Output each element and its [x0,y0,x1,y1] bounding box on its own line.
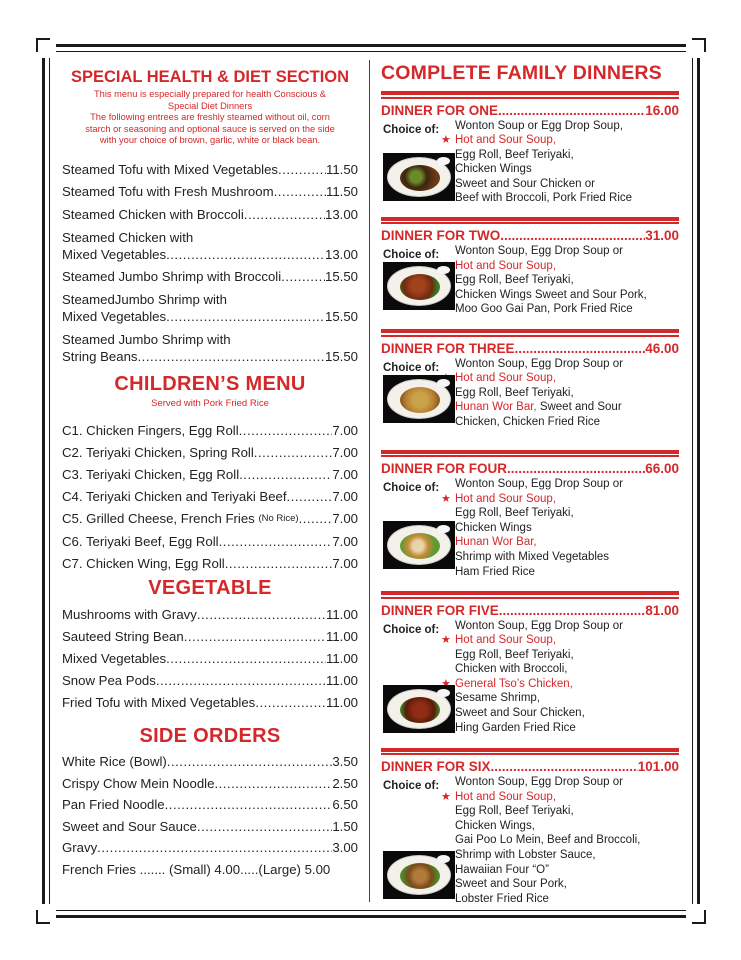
dinner-name: DINNER FOR THREE [381,340,515,356]
dinner-price: 31.00 [645,228,679,243]
dish-photo [383,685,455,733]
menu-item: C2. Teriyaki Chicken, Spring Roll ..... 7.00 [62,444,358,461]
menu-item: Mushrooms with Gravy ..... 11.00 [62,606,358,623]
choice-label: Choice of: [383,482,440,494]
corner-ornament [686,904,706,924]
star-icon: ★ [441,134,451,147]
menu-item: C1. Chicken Fingers, Egg Roll ..... 7.00 [62,422,358,439]
menu-item: Sweet and Sour Sauce ..... 1.50 [62,818,358,835]
menu-item: Steamed Jumbo Shrimp with Broccoli ..... 15.50 [62,268,358,285]
health-section-description: This menu is especially prepared for health Conscious & Special Diet Dinners The following entrees are freshly steamed without oil, corn starch or seasoning and optional sauce is served on the side with your choice of brown, garlic, white or black bean. [85,89,335,145]
choice-label: Choice of: [383,361,440,374]
menu-item: Steamed Chicken with Mixed Vegetables ..... 13.00 [62,229,358,263]
children-menu-subtitle: Served with Pork Fried Rice [151,397,269,409]
no-rice-note: (No Rice) [258,513,299,525]
dinner-price: 66.00 [645,461,679,476]
choice-label: Choice of: [383,123,440,136]
choice-label: Choice of: [383,249,440,261]
menu-item: French Fries ....... (Small) 4.00 ..... (Large) 5.00 [62,861,331,877]
vegetable-list [62,606,358,711]
star-icon: ★ [441,492,451,505]
left-column [62,64,358,883]
dinner-name: DINNER FOR SIX [381,759,491,774]
menu-item: Gravy ..... 3.00 [62,839,358,856]
side-orders-list [62,753,358,878]
dish-photo [383,262,455,310]
dinner-for-three: DINNER FOR THREE ..... 46.00 Choice of: Wonton Soup, Egg Drop Soup or Hot and Sour Soup, Egg Roll, Beef Teriyaki, Hunan Wor Bar, Sweet and Sour Chicken, Chicken Fried Rice [381,341,679,445]
dinner-name: DINNER FOR TWO [381,228,501,243]
corner-ornament [36,38,56,58]
menu-item: Sauteed String Bean ..... 11.00 [62,628,358,645]
dish-photo [383,375,455,423]
menu-item: Steamed Jumbo Shrimp with String Beans ..... 15.50 [62,331,358,365]
family-dinners-title: COMPLETE FAMILY DINNERS [381,62,662,84]
choice-label: Choice of: [383,780,440,792]
children-menu-list [62,422,358,572]
dinner-for-five: DINNER FOR FIVE ..... 81.00 Choice of: Wonton Soup, Egg Drop Soup or ★ Hot and Sour Soup, Egg Roll, Beef Teriyaki, Chicken with Broccoli, General Tso’s Chicken, Sesame Shrimp, Sweet and Sour Chicken, Hing Garden Fried Rice [381,603,679,743]
menu-item: White Rice (Bowl) ..... 3.50 [62,753,358,770]
menu-item: Pan Fried Noodle ..... 6.50 [62,796,358,813]
choice-label: Choice of: [383,623,440,636]
dish-photo [383,521,455,569]
health-menu-list [62,161,358,365]
corner-ornament [686,38,706,58]
menu-item: C5. Grilled Cheese, French Fries (No Rice) ..... 7.00 [62,510,358,527]
dinner-price: 101.00 [637,759,679,774]
vegetable-title: VEGETABLE [148,576,272,599]
menu-item: C4. Teriyaki Chicken and Teriyaki Beef ..... 7.00 [62,488,358,505]
right-column [381,62,679,909]
health-section-title: SPECIAL HEALTH & DIET SECTION [70,68,350,86]
dinner-name: DINNER FOR FIVE [381,602,499,618]
corner-ornament [36,904,56,924]
menu-item: Snow Pea Pods ..... 11.00 [62,672,358,689]
side-orders-title: SIDE ORDERS [139,724,281,747]
dinner-name: DINNER FOR ONE [381,102,499,118]
dinner-for-four: DINNER FOR FOUR ..... 66.00 Choice of: Wonton Soup, Egg Drop Soup or ★ Hot and Sour Soup, Egg Roll, Beef Teriyaki, Chicken Wings Hunan Wor Bar, Shrimp with Mixed Vegetables Ham Fried Rice [381,461,679,586]
column-divider [369,60,370,902]
star-icon: ★ [441,790,451,803]
menu-item: Fried Tofu with Mixed Vegetables ..... 11.00 [62,694,358,711]
dinner-for-six: DINNER FOR SIX ..... 101.00 Choice of: Wonton Soup, Egg Drop Soup or ★ Hot and Sour Soup, Egg Roll, Beef Teriyaki, Chicken Wings, Gai Poo Lo Mein, Beef and Broccoli, Shrimp with Lobster Sauce, Hawaiian Four “O” Sweet and Sour Pork, Lobster Fried Rice [381,759,679,909]
menu-item: C3. Teriyaki Chicken, Egg Roll ..... 7.00 [62,466,358,483]
menu-item: Mixed Vegetables ..... 11.00 [62,650,358,667]
menu-item: SteamedJumbo Shrimp with Mixed Vegetables ..... 15.50 [62,291,358,325]
menu-item: C7. Chicken Wing, Egg Roll ..... 7.00 [62,555,358,572]
dinner-for-two: DINNER FOR TWO ..... 31.00 Choice of: Wonton Soup, Egg Drop Soup or Hot and Sour Soup, Egg Roll, Beef Teriyaki, Chicken Wings Sweet and Sour Pork, Moo Goo Gai Pan, Pork Fried Rice [381,228,679,324]
dinner-price: 16.00 [645,102,679,118]
star-icon: ★ [441,634,451,647]
menu-item: Crispy Chow Mein Noodle ..... 2.50 [62,775,358,792]
menu-item: Steamed Tofu with Fresh Mushroom ..... 11.50 [62,183,358,200]
dish-photo [383,153,455,201]
dinner-for-one: DINNER FOR ONE ..... 16.00 Choice of: Wonton Soup or Egg Drop Soup, ★ Hot and Sour Soup, Egg Roll, Beef Teriyaki, Chicken Wings Sweet and Sour Chicken or Beef with Broccoli, Pork Fried Rice [381,103,679,212]
dinner-name: DINNER FOR FOUR [381,461,507,476]
children-menu-title: CHILDREN’S MENU [114,372,306,395]
dish-photo [383,851,455,899]
dinner-price: 81.00 [645,602,679,618]
menu-item: C6. Teriyaki Beef, Egg Roll ..... 7.00 [62,533,358,550]
menu-item: Steamed Chicken with Broccoli ..... 13.00 [62,206,358,223]
dinner-price: 46.00 [645,340,679,356]
menu-item: Steamed Tofu with Mixed Vegetables ..... 11.50 [62,161,358,178]
